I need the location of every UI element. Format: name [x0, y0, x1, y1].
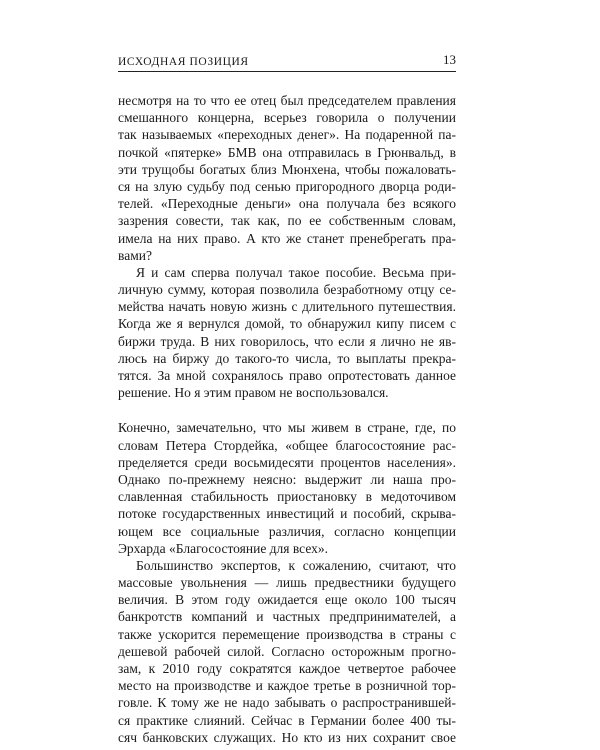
- text-line: биржи труда. В них говорилось, что если я лично не яв-: [118, 333, 456, 349]
- running-header: [118, 52, 456, 72]
- text-line: Эрхарда «Благосостояние для всех».: [118, 540, 329, 556]
- text-line: вами?: [118, 247, 152, 263]
- text-line: ющем все социальные различия, согласно концепции: [118, 523, 456, 539]
- text-line: Конечно, замечательно, что мы живем в стране, где, по: [118, 420, 456, 436]
- page-number: 13: [443, 52, 456, 67]
- text-line: место на производстве и каждое третье в розничной тор-: [118, 678, 456, 694]
- text-line: так называемых «переходных денег». На подаренной па-: [118, 127, 456, 143]
- text-line: дешевой рабочей силой. Согласно осторожным прогно-: [118, 643, 456, 659]
- text-line: смешанного концерна, всерьез говорила о получении: [118, 110, 456, 126]
- paragraph: [118, 419, 456, 557]
- text-line: говле. К тому же не надо забывать о распространившей-: [118, 695, 456, 711]
- text-line: массовые увольнения — лишь предвестники будущего: [118, 575, 456, 591]
- paragraph: [118, 557, 456, 746]
- text-line: Однако по-прежнему неясно: выдержит ли наша про-: [118, 471, 456, 487]
- text-line: славленная стабильность приостановку в медоточивом: [118, 489, 456, 505]
- text-line: сяч банковских служащих. Но кто из них сохранит свое: [118, 729, 456, 745]
- text-line: потоке государственных инвестиций и пособий, скрыва-: [118, 506, 456, 522]
- paragraph: [118, 264, 456, 402]
- text-line: величия. В этом году ожидается еще около 100 тысяч: [118, 592, 456, 608]
- text-line: ся на злую судьбу под сенью пригородного дворца роди-: [118, 178, 456, 194]
- paragraph: [118, 92, 456, 264]
- text-line: несмотря на то что ее отец был председателем правления: [118, 93, 456, 108]
- text-line: Когда же я вернулся домой, то обнаружил кипу писем с: [118, 316, 456, 332]
- text-line: банкротств компаний и частных предпринимателей, а: [118, 609, 456, 625]
- text-line: Я и сам сперва получал такое пособие. Весьма при-: [136, 264, 456, 280]
- text-line: мейства начать новую жизнь с длительного путешествия.: [118, 299, 456, 315]
- text-line: словам Петера Стордейка, «общее благосостояние рас-: [118, 437, 456, 453]
- text-line: зазрения совести, так как, по ее собственным словам,: [118, 213, 456, 229]
- text-line: телей. «Переходные деньги» она получала без всякого: [118, 196, 456, 212]
- body-text: [118, 92, 456, 746]
- text-line: зам, к 2010 году сократятся каждое четвертое рабочее: [118, 661, 456, 676]
- text-line: личную сумму, которая позволила безработному отцу се-: [118, 282, 456, 298]
- running-title: ИСХОДНАЯ ПОЗИЦИЯ: [118, 56, 249, 68]
- text-line: Большинство экспертов, к сожалению, считают, что: [136, 557, 456, 573]
- text-line: почкой «пятерке» БМВ она отправилась в Грюнвальд, в: [118, 144, 456, 160]
- text-line: решение. Но я этим правом не воспользовался.: [118, 385, 389, 401]
- text-line: имела на них право. А кто же станет пренебрегать пра-: [118, 230, 456, 246]
- text-line: ся практике слияний. Сейчас в Германии более 400 ты-: [118, 712, 456, 728]
- text-line: также ускорится перемещение производства в страны с: [118, 626, 456, 642]
- section-break: [118, 401, 456, 419]
- text-line: тятся. За мной сохранялось право опротестовать данное: [118, 368, 456, 383]
- text-line: пределяется среди восьмидесяти процентов населения».: [118, 454, 456, 470]
- book-page: [118, 52, 456, 746]
- text-line: эти трущобы богатых близ Мюнхена, чтобы пожаловать-: [118, 161, 456, 177]
- text-line: люсь на биржу до такого-то числа, то выплаты прекра-: [118, 350, 456, 366]
